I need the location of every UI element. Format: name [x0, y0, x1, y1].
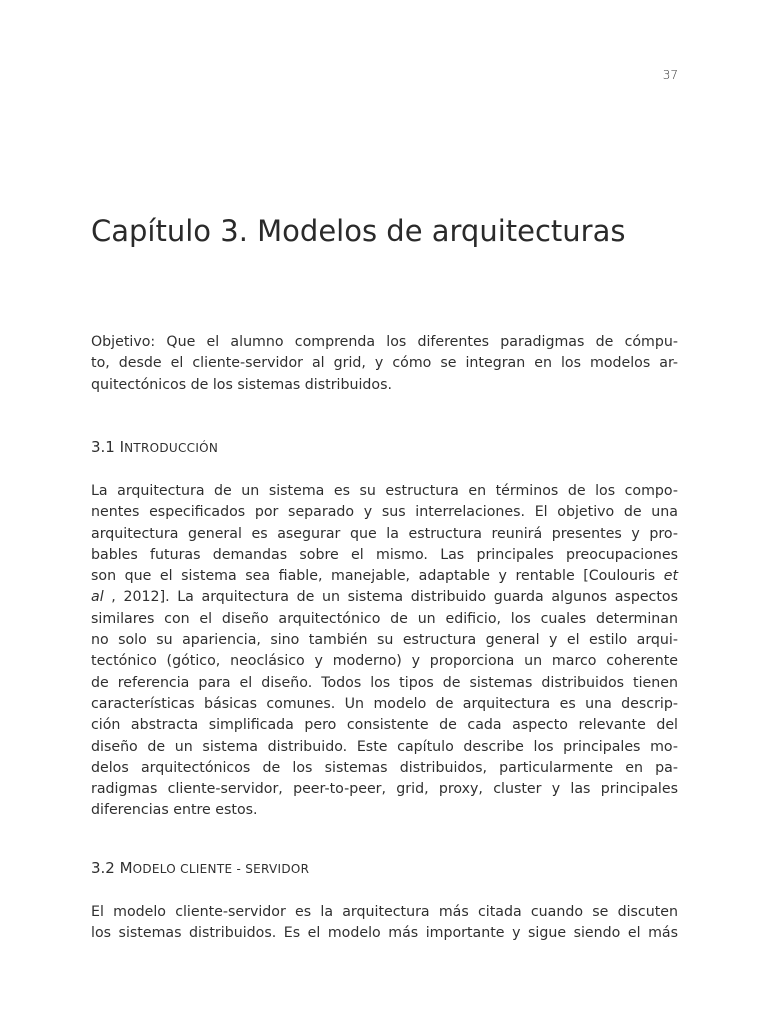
- intro-line-with-citation: [91, 566, 678, 587]
- section-rest: NTRODUCCIÓN: [124, 441, 219, 455]
- intro-line: bables futuras demandas sobre el mismo. Las principales preocupaciones: [91, 546, 678, 563]
- section-initial: M: [119, 859, 133, 877]
- intro-line-with-citation: [91, 587, 678, 608]
- intro-line: tectónico (gótico, neoclásico y moderno) y proporciona un marco coherente: [91, 653, 678, 670]
- section-rest: ODELO CLIENTE - SERVIDOR: [132, 862, 310, 876]
- intro-line: radigmas cliente-servidor, peer-to-peer, grid, proxy, cluster y las principales: [91, 781, 678, 798]
- intro-line: arquitectura general es asegurar que la estructura reunirá presentes y pro-: [91, 525, 678, 542]
- intro-line: diferencias entre estos.: [91, 802, 258, 819]
- section-number: 3.1: [91, 438, 120, 456]
- cs-line: los sistemas distribuidos. Es el modelo más importante y sigue siendo el más: [91, 925, 678, 942]
- intro-line: de referencia para el diseño. Todos los tipos de sistemas distribuidos tienen: [91, 674, 678, 691]
- objective-paragraph: [91, 332, 678, 396]
- cliente-servidor-paragraph: [91, 902, 678, 945]
- section-initial: I: [119, 438, 125, 456]
- intro-line-text: , 2012]. La arquitectura de un sistema distribuido guarda algunos aspectos: [111, 589, 678, 606]
- citation-et: et: [663, 568, 679, 585]
- objective-line: to, desde el cliente-servidor al grid, y cómo se integran en los modelos ar-: [91, 355, 678, 372]
- intro-line: ción abstracta simplificada pero consistente de cada aspecto relevante del: [91, 717, 678, 734]
- chapter-title: Capítulo 3. Modelos de arquitecturas: [91, 214, 626, 248]
- intro-line: delos arquitectónicos de los sistemas distribuidos, particularmente en pa-: [91, 759, 678, 776]
- intro-line: similares con el diseño arquitectónico de un edificio, los cuales determinan: [91, 610, 678, 627]
- intro-line: no solo su apariencia, sino también su estructura general y el estilo arqui-: [91, 632, 678, 649]
- intro-line-text: son que el sistema sea fiable, manejable, adaptable y rentable [Coulouris: [91, 568, 656, 585]
- intro-line: nentes especificados por separado y sus interrelaciones. El objetivo de una: [91, 504, 678, 521]
- intro-line: características básicas comunes. Un modelo de arquitectura es una descrip-: [91, 695, 678, 712]
- section-heading-cliente-servidor: [91, 859, 309, 877]
- objective-line: quitectónicos de los sistemas distribuidos.: [91, 376, 392, 393]
- introduction-paragraph: [91, 481, 678, 822]
- intro-line: diseño de un sistema distribuido. Este capítulo describe los principales mo-: [91, 738, 678, 755]
- intro-line: La arquitectura de un sistema es su estructura en términos de los compo-: [91, 483, 678, 499]
- section-heading-introduccion: [91, 438, 218, 456]
- page-number: 37: [662, 68, 678, 82]
- objective-line: Objetivo: Que el alumno comprenda los diferentes paradigmas de cómpu-: [91, 334, 678, 350]
- section-number: 3.2: [91, 859, 120, 877]
- citation-al: al: [91, 589, 104, 606]
- cs-line: El modelo cliente-servidor es la arquitectura más citada cuando se discuten: [91, 904, 678, 920]
